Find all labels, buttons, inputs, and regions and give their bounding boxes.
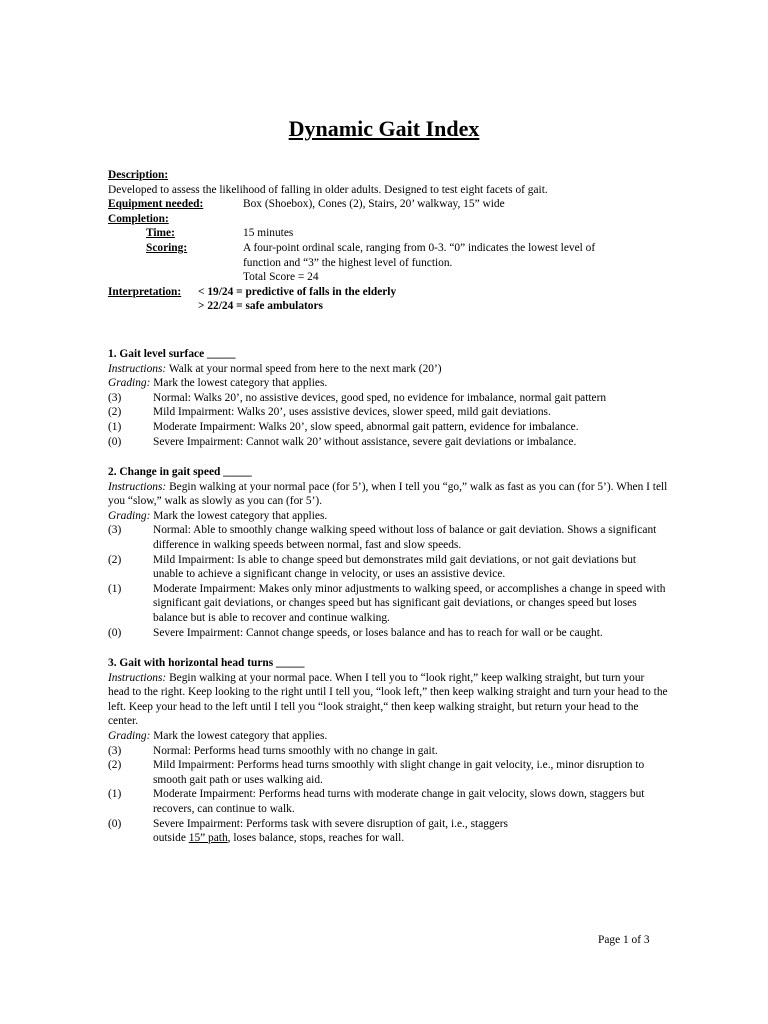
path-width-underlined: 15” path — [188, 832, 228, 845]
item-2-instructions: Instructions: Begin walking at your normal pace (for 5’), when I tell you “go,” walk as fast as you can (for 5’). When I tell you “slow,” walk as slowly as you can (for 5’). — [108, 480, 668, 508]
scoring-line-1: A four-point ordinal scale, ranging from 0-3. “0” indicates the lowest level of — [243, 241, 596, 254]
item-1-level-1: (1) Moderate Impairment: Walks 20’, slow speed, abnormal gait pattern, evidence for imbalance. — [108, 420, 579, 433]
item-3-level-2: (2) Mild Impairment: Performs head turns smoothly with slight change in gait velocity, i.e., minor disruption to smooth gait path or uses walking aid. — [108, 759, 645, 786]
item-2-heading: 2. Change in gait speed _____ — [108, 466, 252, 478]
item-2-level-2: (2) Mild Impairment: Is able to change speed but demonstrates mild gait deviations, or not gait deviations but unable to achieve a significant change in velocity, or uses an assistive device. — [108, 553, 637, 581]
item-2-level-3: (3) Normal: Able to smoothly change walking speed without loss of balance or gait deviation. Shows a significant difference in walking speeds between normal, fast and slow speeds. — [108, 524, 657, 551]
item-2-level-0: (0) Severe Impairment: Cannot change speeds, or loses balance and has to reach for wall or be caught. — [108, 626, 603, 639]
interpretation-label: Interpretation: — [108, 285, 182, 298]
item-2-grading: Grading: Mark the lowest category that applies. — [108, 509, 328, 522]
item-3-instructions: Instructions: Begin walking at your normal pace. When I tell you to “look right,” keep walking straight, but turn your head to the right. Keep looking to the right until I tell you, “look left,” then keep walking straight and turn your head to the left. Keep your head to the left until I tell you “look straight,“ then keep walking straight, but return your head to the center. — [108, 671, 668, 728]
interpretation-line-1: < 19/24 = predictive of falls in the elderly — [198, 285, 397, 298]
description-label: Description: — [108, 169, 169, 181]
item-3-level-1: (1) Moderate Impairment: Performs head turns with moderate change in gait velocity, slows down, staggers but recovers, can continue to walk. — [108, 788, 645, 815]
item-2-level-1: (1) Moderate Impairment: Makes only minor adjustments to walking speed, or accomplishes a change in speed with significant gait deviations, or changes speed but has significant gait deviations, or changes speed but loses balance but is able to recover and continue walking. — [108, 582, 666, 624]
equipment-text: Box (Shoebox), Cones (2), Stairs, 20’ walkway, 15” wide — [243, 198, 505, 211]
description-text: Developed to assess the likelihood of falling in older adults. Designed to test eight facets of gait. — [108, 183, 548, 196]
time-label: Time: — [146, 227, 175, 240]
scoring-label: Scoring: — [146, 241, 188, 254]
item-3-level-3: (3) Normal: Performs head turns smoothly with no change in gait. — [108, 744, 438, 757]
item-3-grading: Grading: Mark the lowest category that applies. — [108, 729, 328, 742]
item-3-level-0: (0) Severe Impairment: Performs task with severe disruption of gait, i.e., staggers outside 15” path, loses balance, stops, reaches for wall. — [108, 817, 508, 845]
item-1-level-0: (0) Severe Impairment: Cannot walk 20’ without assistance, severe gait deviations or imbalance. — [108, 435, 577, 448]
item-1-instructions: Instructions: Walk at your normal speed from here to the next mark (20’) — [108, 362, 442, 375]
completion-label: Completion: — [108, 212, 169, 225]
item-1-section — [108, 347, 668, 449]
item-3-heading: 3. Gait with horizontal head turns _____ — [108, 657, 305, 669]
item-1-heading: 1. Gait level surface _____ — [108, 348, 236, 360]
item-3-section — [108, 656, 668, 846]
header-block — [108, 168, 668, 314]
item-1-level-3: (3) Normal: Walks 20’, no assistive devices, good sped, no evidence for imbalance, normal gait pattern — [108, 391, 607, 404]
item-1-grading: Grading: Mark the lowest category that applies. — [108, 377, 328, 390]
equipment-label: Equipment needed: — [108, 198, 204, 211]
page-number: Page 1 of 3 — [598, 934, 650, 946]
interpretation-line-2: > 22/24 = safe ambulators — [198, 300, 323, 313]
page-title: Dynamic Gait Index — [288, 116, 480, 141]
scoring-line-3: Total Score = 24 — [243, 271, 319, 284]
scoring-line-2: function and “3” the highest level of function. — [243, 256, 453, 269]
item-1-level-2: (2) Mild Impairment: Walks 20’, uses assistive devices, slower speed, mild gait deviations. — [108, 406, 551, 419]
time-text: 15 minutes — [243, 227, 294, 240]
item-2-section — [108, 465, 668, 640]
